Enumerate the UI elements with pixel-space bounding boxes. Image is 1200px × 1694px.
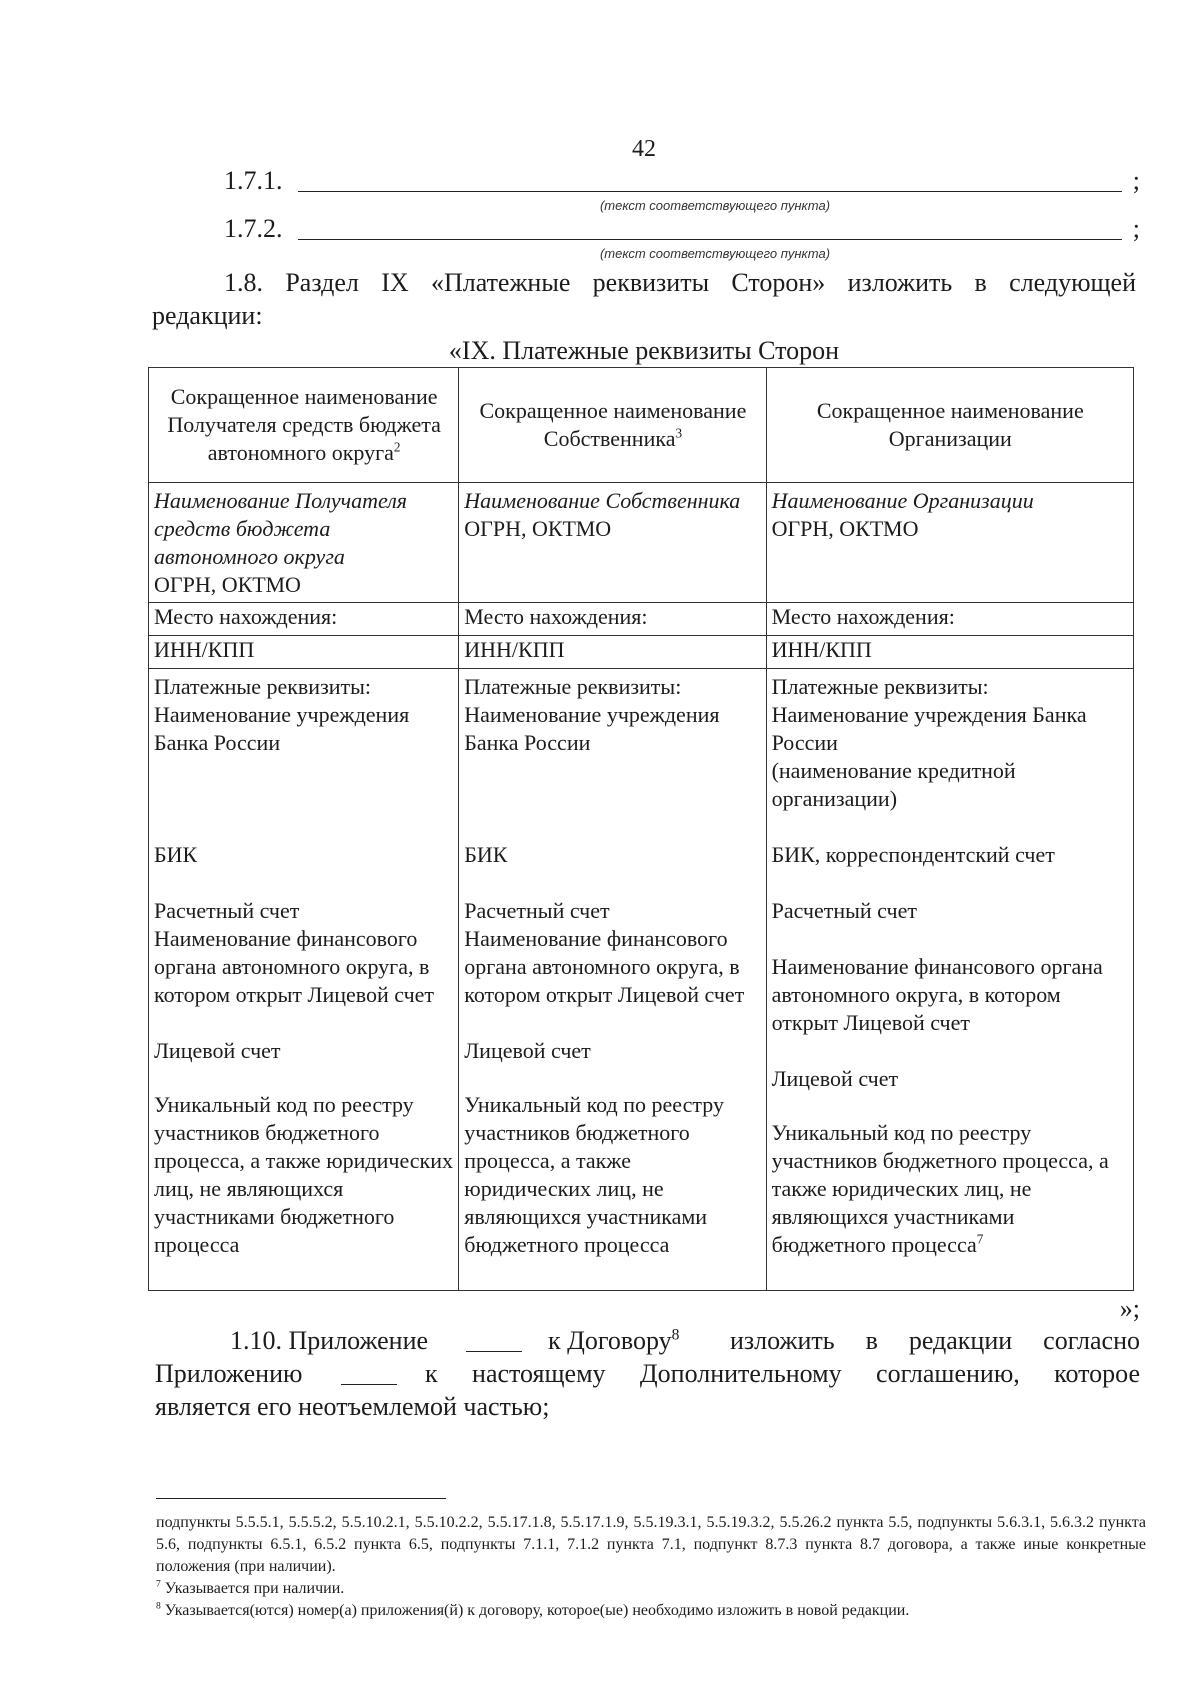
header-cell: Сокращенное наименование Организации <box>766 368 1133 483</box>
fill-in-line <box>341 1384 397 1385</box>
name-cell: Наименование Получателя средств бюджета автономного округа ОГРН, ОКТМО <box>149 483 459 603</box>
footnote-8: $^8$ Указывается(ются) номер(а) приложения(й) к договору, которое(ые) необходимо изложить в новой редакции. <box>156 1600 910 1619</box>
table-row <box>149 368 1134 483</box>
table-row <box>149 669 1134 1291</box>
item-1-7-1 <box>224 166 1140 196</box>
fill-in-line <box>298 191 1122 192</box>
para-1-10-line2: Приложению к настоящему Дополнительному соглашению, которое <box>155 1359 1140 1388</box>
footnote-continuation: подпункты 5.5.5.1, 5.5.5.2, 5.5.10.2.1, 5.5.10.2.2, 5.5.17.1.8, 5.5.17.1.9, 5.5.19.3.1, 5.5.19.3.2, 5.5.26.2 пункта 5.5, подпункты 5.6.3.1, 5.6.3.2 пункта 5.6, подпункты 6.5.1, 6.5.2 пункта 6.5, подпункты 7.1.1, 7.1.2 пункта 7.1, подпункт 8.7.3 пункта 8.7 договора, а также иные конкретные положения (при наличии). <box>156 1514 1146 1575</box>
item-hint: (текст соответствующего пункта) <box>599 198 831 213</box>
name-cell: Наименование Организации ОГРН, ОКТМО <box>766 483 1133 603</box>
details-cell: Платежные реквизиты: Наименование учреждения Банка России (наименование кредитной организации) БИК, корреспондентский счет Расчетный счет Наименование финансового органа автономного округа, в котором открыт Лицевой счет Лицевой счет Уникальный код по реестру участников бюджетного процесса, а также юридических лиц, не являющихся участниками бюджетного процесса$^7$ <box>766 669 1133 1291</box>
item-number: 1.7.2. <box>224 214 283 243</box>
item-end: ; <box>1132 166 1140 195</box>
table-row <box>149 603 1134 636</box>
details-cell: Платежные реквизиты: Наименование учреждения Банка России БИК Расчетный счет Наименование финансового органа автономного округа, в котором открыт Лицевой счет Лицевой счет Уникальный код по реестру участников бюджетного процесса, а также юридических лиц, не являющихся участниками бюджетного процесса <box>149 669 459 1291</box>
header-cell: Сокращенное наименование Получателя средств бюджета автономного округа$^2$ <box>149 368 459 483</box>
para-1-8-line1: 1.8. Раздел IX «Платежные реквизиты Сторон» изложить в следующей <box>224 268 1136 297</box>
page-number: 42 <box>632 136 656 162</box>
inn-cell: ИНН/КПП <box>459 636 766 669</box>
item-hint: (текст соответствующего пункта) <box>599 246 831 261</box>
footnote-separator <box>156 1498 446 1499</box>
fill-in-line <box>298 239 1122 240</box>
name-cell: Наименование Собственника ОГРН, ОКТМО <box>459 483 766 603</box>
table-title: «IX. Платежные реквизиты Сторон <box>448 336 840 365</box>
item-number: 1.7.1. <box>224 166 283 195</box>
footnotes <box>156 1512 1146 1622</box>
location-cell: Место нахождения: <box>766 603 1133 636</box>
table-row <box>149 636 1134 669</box>
inn-cell: ИНН/КПП <box>766 636 1133 669</box>
para-1-8-line2: редакции: <box>152 301 263 330</box>
table-close-quote: »; <box>1119 1294 1140 1323</box>
details-cell: Платежные реквизиты: Наименование учреждения Банка России БИК Расчетный счет Наименование финансового органа автономного округа, в котором открыт Лицевой счет Лицевой счет Уникальный код по реестру участников бюджетного процесса, а также юридических лиц, не являющихся участниками бюджетного процесса <box>459 669 766 1291</box>
header-cell: Сокращенное наименование Собственника$^3$ <box>459 368 766 483</box>
item-end: ; <box>1132 214 1140 243</box>
location-cell: Место нахождения: <box>459 603 766 636</box>
location-cell: Место нахождения: <box>149 603 459 636</box>
inn-cell: ИНН/КПП <box>149 636 459 669</box>
para-1-10-line3: является его неотъемлемой частью; <box>155 1392 550 1421</box>
table-row <box>149 483 1134 603</box>
payment-details-table <box>148 367 1134 1291</box>
item-1-7-2 <box>224 214 1140 244</box>
footnote-7: $^7$ Указывается при наличии. <box>156 1578 345 1597</box>
para-1-10-line1: 1.10. Приложение к Договору$^8$ изложить в редакции согласно <box>230 1326 1140 1355</box>
fill-in-line <box>466 1351 522 1352</box>
